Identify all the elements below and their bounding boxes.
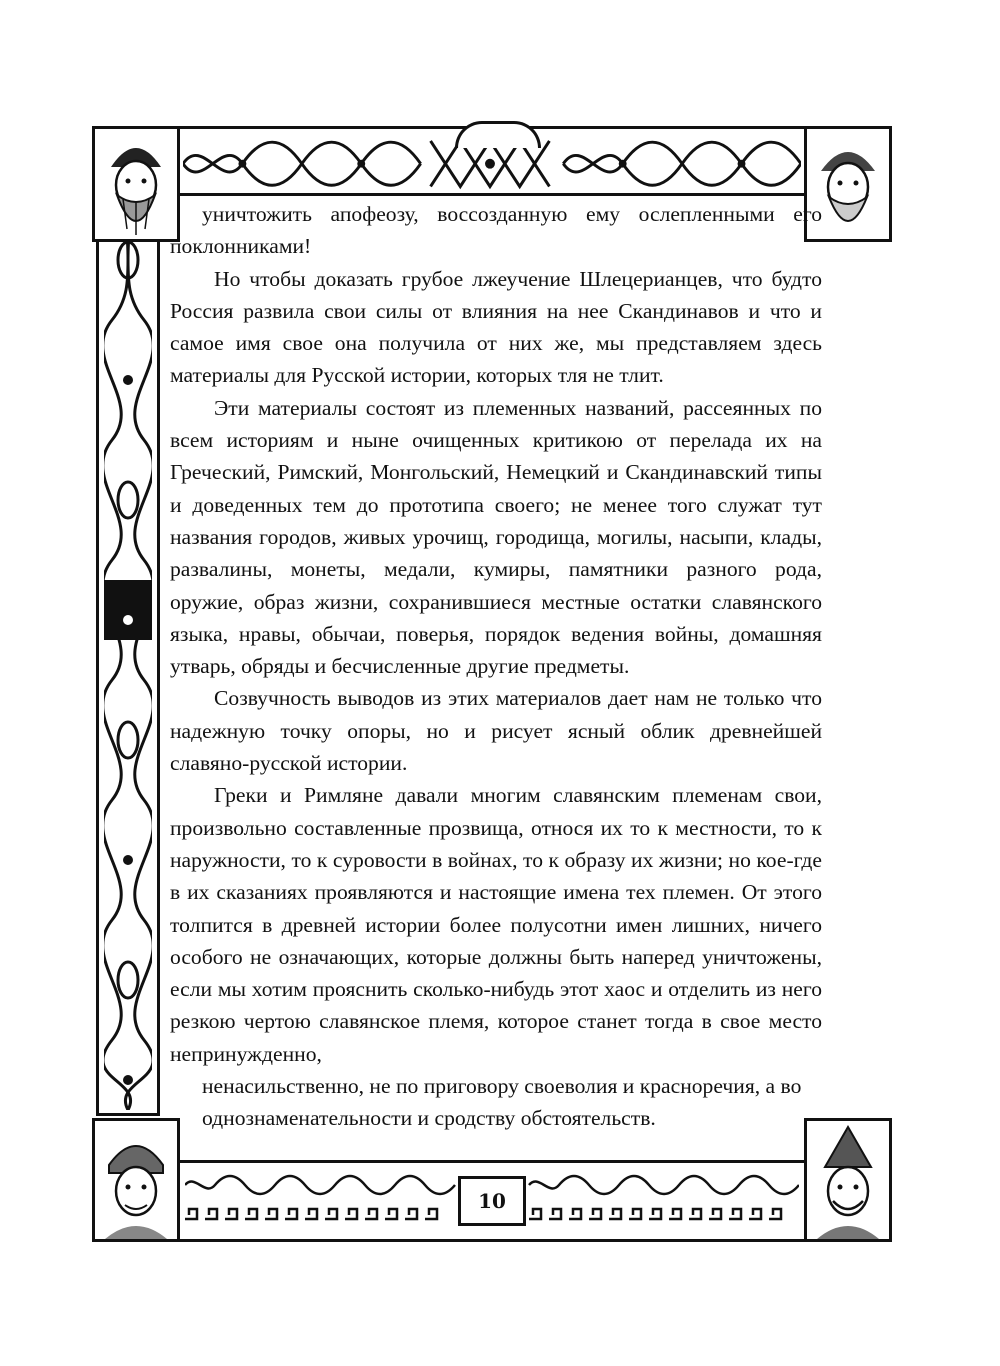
bottom-right-portrait (804, 1118, 892, 1242)
paragraph: Но чтобы доказать грубое лжеучение Шлецерианцев, что будто Россия развила свои силы от влияния на нее Скандинавов и что и самое имя свое она получила от них же, мы представляем здесь материалы для Русской истории, которых тля не тлит. (170, 266, 822, 388)
paragraph: ненасильственно, не по приговору своеволия и красноречия, а во однознаменательности и сродству обстоятельств. (202, 1074, 802, 1131)
paragraph: уничтожить апофеозу, воссозданную ему ослепленными его поклонниками! (170, 202, 822, 259)
left-ornament-border (96, 196, 160, 1116)
bottom-left-portrait (92, 1118, 180, 1242)
warrior-portrait-icon (807, 1121, 889, 1239)
warrior-portrait-icon (95, 129, 177, 239)
body-text (170, 198, 822, 1135)
top-arch-ornament (455, 121, 541, 148)
paragraph: Созвучность выводов из этих материалов дает нам не только что надежную точку опоры, но и рисует ясный облик древнейшей славяно-русской истории. (170, 686, 822, 776)
paragraph: Греки и Римляне давали многим славянским племенам свои, произвольно составленные прозвища, относя их то к местности, то к наружности, то к суровости в войнах, то к образу их жизни; но кое-где в их сказаниях проявляются и настоящие имена тех племен. От этого толпится в древней истории более полусотни имен лишних, ничего особого не означающих, которые должны быть наперед уничтожены, если мы хотим прояснить сколько-нибудь этот хаос и отделить из него резкою чертою славянское племя, которое станет тогда в свое место непринужденно, (170, 783, 822, 1066)
top-ornament-border (92, 126, 892, 196)
warrior-portrait-icon (95, 1121, 177, 1239)
paragraph: Эти материалы состоят из племенных названий, рассеянных по всем историям и ныне очищенных критикою от перелада их на Греческий, Римский, Монгольский, Немецкий и Скандинавский типы и доведенных тем до прототипа своего; не менее того служат тут названия городов, живых урочищ, городища, могилы, насыпи, клады, развалины, монеты, медали, кумиры, памятники разного рода, оружие, образ жизни, сохранившиеся местные остатки славянского языка, нравы, обычаи, поверья, порядок ведения войны, домашняя утварь, обряды и бесчисленные другие предметы. (170, 395, 822, 679)
top-left-portrait (92, 126, 180, 242)
page-number: 10 (458, 1176, 526, 1226)
celtic-knot-border-icon (104, 200, 152, 1110)
